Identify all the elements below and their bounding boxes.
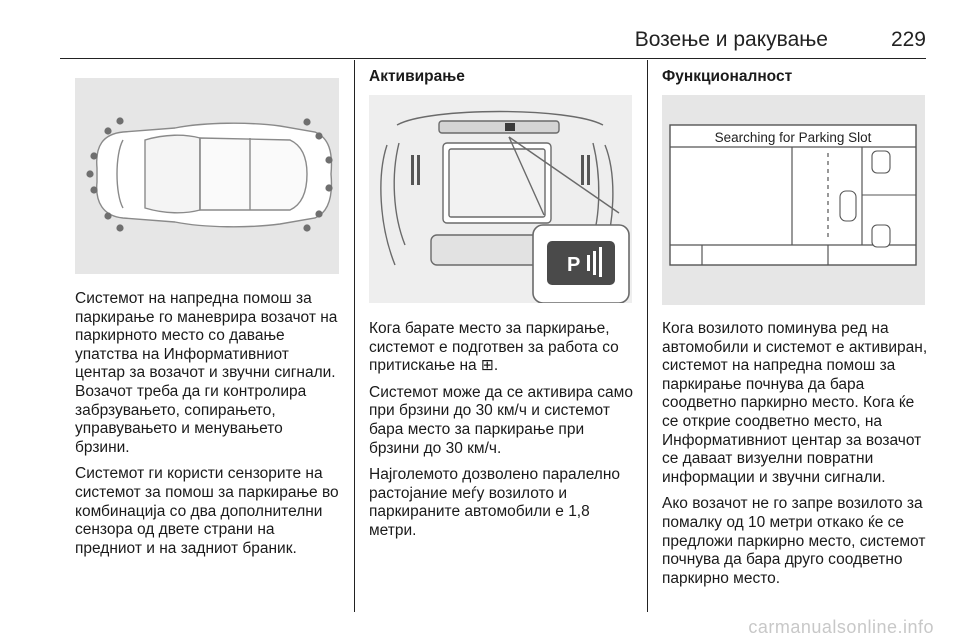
section-heading-functionality: Функционалност — [662, 68, 793, 85]
column-divider — [647, 60, 648, 612]
display-title: Searching for Parking Slot — [714, 130, 872, 145]
column-1-text — [75, 290, 340, 566]
paragraph: Кога возилото поминува ред на автомобили и системот е активиран, системот на напредна помош за паркирање почнува да бара соодветно паркирно место. Кога ќе се открие соодветно место, на Информативниот центар за возачот се даваат визуелни повратни информации и звучни сигнали. — [662, 320, 928, 486]
column-3-text — [662, 320, 930, 596]
paragraph: Најголемото дозволено паралелно растојание меѓу возилото и паркираните автомобили е 1,8 метри. — [369, 466, 621, 539]
section-heading-activation: Активирање — [369, 68, 465, 85]
column-divider — [354, 60, 355, 612]
paragraph: Системот на напредна помош за паркирање го маневрира возачот на паркирното место со давање упатства на Информативниот центар за возачот и звучни сигнали. Возачот треба да ги контролира забрзувањето, сопирањето, управувањето и менувањето брзини. — [75, 290, 338, 456]
parking-display-figure — [662, 95, 925, 305]
paragraph: Кога барате место за паркирање, системот е подготвен за работа со притискање на ⊞. — [369, 320, 619, 375]
dashboard-figure — [369, 95, 632, 303]
dashboard-illustration — [369, 95, 632, 303]
column-2-text — [369, 320, 634, 549]
paragraph: Системот може да се активира само при брзини до 30 км/ч и системот бара место за паркирање при брзини до 30 км/ч. — [369, 383, 633, 457]
parking-button-label: P — [567, 254, 581, 276]
paragraph: Ако возачот не го запре возилото за помалку од 10 метри откако ќе се предложи паркирно место, системот почнува да бара друго соодветно паркирно место. — [662, 495, 926, 587]
car-sensors-figure — [75, 78, 339, 274]
parking-display-illustration — [662, 95, 925, 305]
watermark: carmanualsonline.info — [748, 617, 934, 637]
chapter-title: Возење и ракување — [634, 28, 828, 51]
paragraph: Системот ги користи сензорите на системот за помош за паркирање во комбинација со два дополнителни сензора од двете страни на предниот и на задниот браник. — [75, 465, 339, 557]
page-header — [60, 24, 926, 59]
page-number: 229 — [890, 28, 926, 51]
car-top-view-illustration — [75, 78, 339, 274]
